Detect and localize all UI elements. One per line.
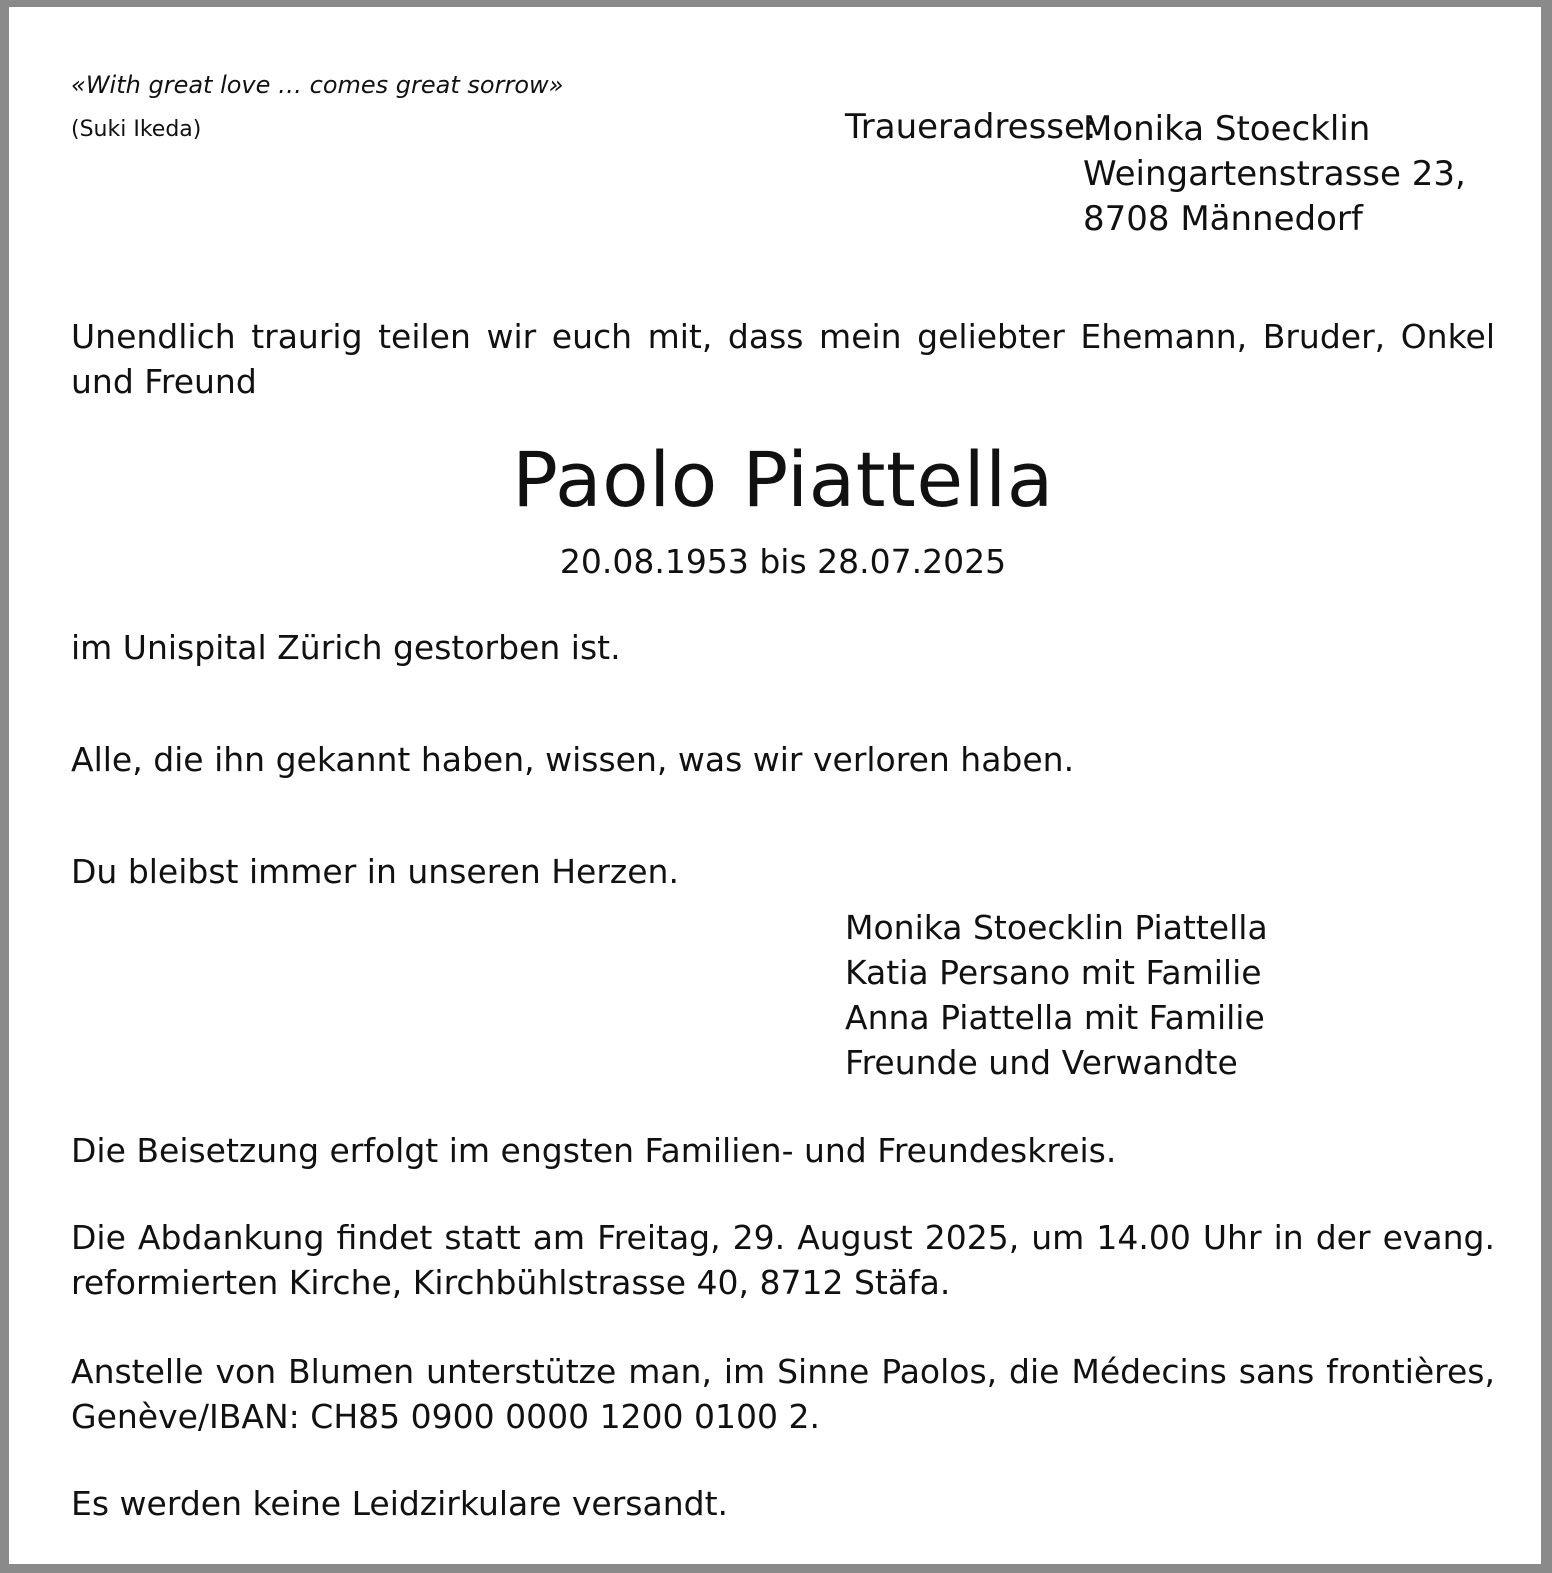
mourning-address-line: 8708 Männedorf bbox=[1083, 199, 1363, 239]
mourning-address bbox=[1083, 107, 1466, 242]
donation-text: Anstelle von Blumen unterstütze man, im Sinne Paolos, die Médecins sans frontières, Genève/IBAN: CH85 0900 0000 1200 0100 2. bbox=[71, 1352, 1495, 1436]
signer-name: Monika Stoecklin Piattella bbox=[845, 908, 1268, 947]
hearts-text: Du bleibst immer in unseren Herzen. bbox=[71, 852, 679, 891]
service-text: Die Abdankung findet statt am Freitag, 29. August 2025, um 14.00 Uhr in der evang. reformierten Kirche, Kirchbühlstrasse 40, 8712 Stäfa. bbox=[71, 1218, 1495, 1302]
signer-name: Anna Piattella mit Familie bbox=[845, 998, 1265, 1037]
deceased-name: Paolo Piattella bbox=[512, 435, 1054, 524]
mourning-address-line: Monika Stoecklin bbox=[1083, 109, 1371, 149]
died-at-text: im Unispital Zürich gestorben ist. bbox=[71, 628, 621, 667]
life-dates: 20.08.1953 bis 28.07.2025 bbox=[559, 542, 1007, 581]
signers-list bbox=[845, 905, 1268, 1085]
loss-text: Alle, die ihn gekannt haben, wissen, was wir verloren haben. bbox=[71, 740, 1075, 779]
closing-text: Es werden keine Leidzirkulare versandt. bbox=[71, 1484, 729, 1523]
signer-name: Katia Persano mit Familie bbox=[845, 953, 1262, 992]
quote-author: (Suki Ikeda) bbox=[71, 117, 202, 142]
burial-text: Die Beisetzung erfolgt im engsten Familien- und Freundeskreis. bbox=[71, 1131, 1117, 1170]
mourning-address-label: Traueradresse: bbox=[845, 107, 1097, 147]
signer-name: Freunde und Verwandte bbox=[845, 1043, 1238, 1082]
intro-text: Unendlich traurig teilen wir euch mit, dass mein geliebter Ehemann, Bruder, Onkel und Freund bbox=[71, 317, 1495, 401]
quote-text: «With great love … comes great sorrow» bbox=[71, 71, 564, 99]
mourning-address-line: Weingartenstrasse 23, bbox=[1083, 154, 1466, 194]
